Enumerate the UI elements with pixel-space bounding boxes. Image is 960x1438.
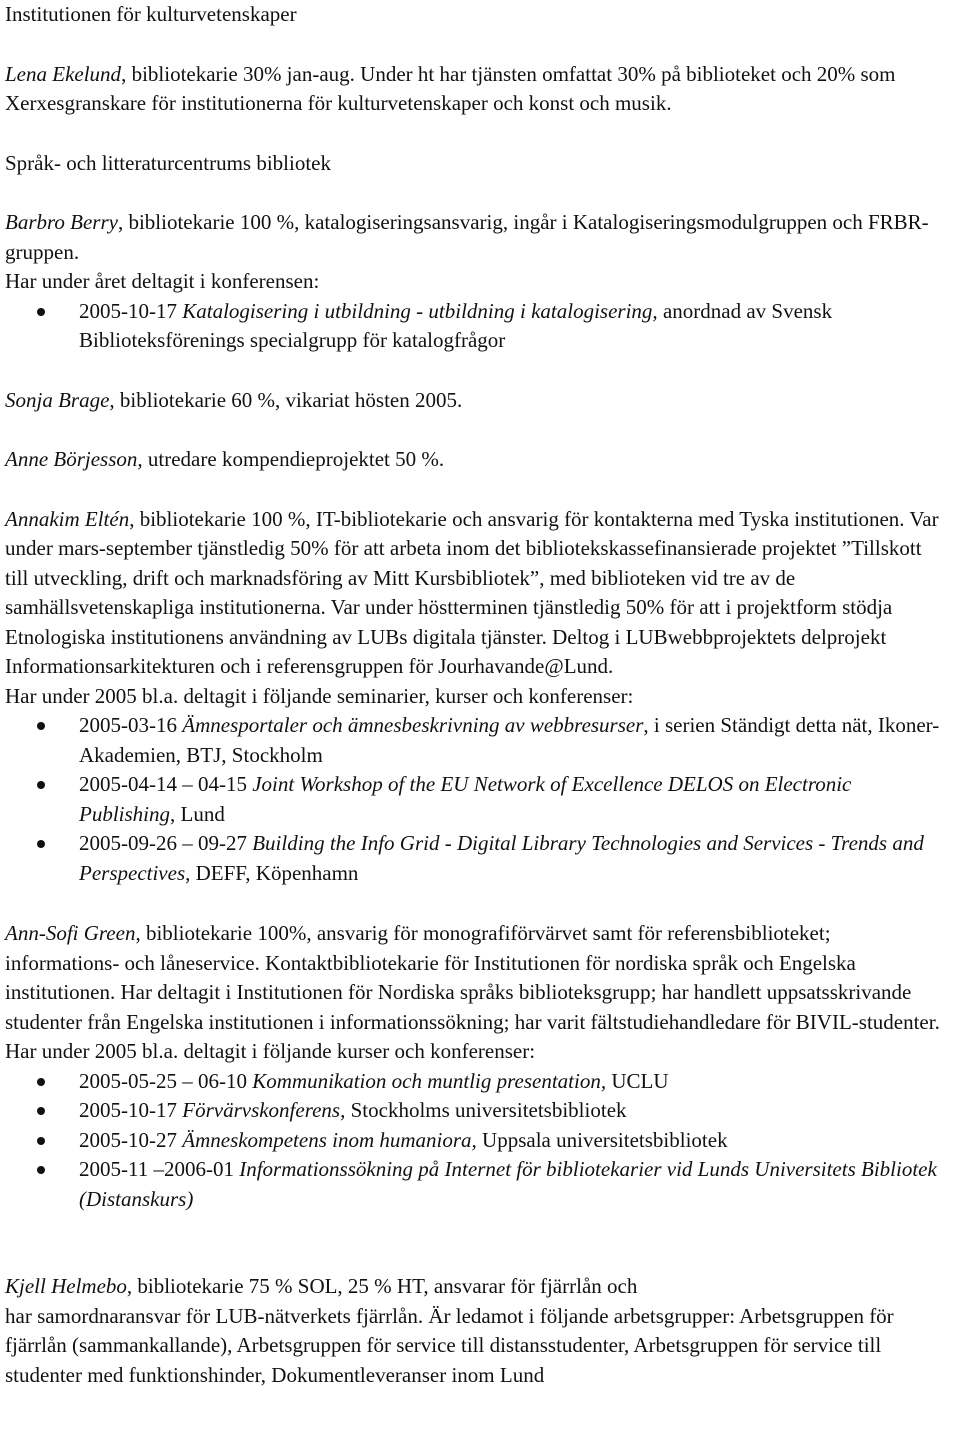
event-date: 2005-11 –2006-01 xyxy=(79,1157,240,1181)
event-date: 2005-05-25 – 06-10 xyxy=(79,1068,253,1093)
event-title: Förvärvskonferens, xyxy=(182,1098,346,1122)
event-list xyxy=(5,711,950,888)
staff-name: Lena Ekelund xyxy=(5,61,122,86)
staff-description: bibliotekarie 60 %, vikariat hösten 2005. xyxy=(114,387,463,412)
staff-description: , bibliotekarie 30% jan-aug. Under ht har tjänsten omfattat 30% på biblioteket och 20% som Xerxesgranskare för institutionerna för kulturvetenskaper och konst och musik. xyxy=(5,61,896,115)
event-title: Informationssökning på Internet för bibliotekarier vid Lunds Universitets Bibliotek (Distanskurs) xyxy=(79,1157,937,1211)
staff-name: Annakim Eltén xyxy=(5,506,130,531)
list-item xyxy=(5,1067,950,1097)
conference-intro: Har under året deltagit i konferensen: xyxy=(5,269,320,293)
staff-entry-brage xyxy=(5,386,950,416)
list-item xyxy=(5,1155,950,1214)
event-date: 2005-10-17 xyxy=(79,298,183,323)
events-intro: Har under 2005 bl.a. deltagit i följande seminarier, kurser och konferenser: xyxy=(5,683,634,708)
event-title: Building the Info Grid - Digital Library Technologies and Services - Trends and Perspectives xyxy=(79,831,924,885)
list-item xyxy=(5,1126,950,1156)
staff-name: Ann-Sofi Green xyxy=(5,921,136,945)
event-details: anordnad av Svensk Biblioteksförenings specialgrupp för katalogfrågor xyxy=(79,298,833,352)
staff-description: , bibliotekarie 100 %, katalogiseringsansvarig, ingår i Katalogiseringsmodulgruppen och FRBR-gruppen. xyxy=(5,210,929,264)
section-heading-kulturvetenskaper: Institutionen för kulturvetenskaper xyxy=(5,2,297,26)
staff-entry-helmebo-continued: har samordnaransvar för LUB-nätverkets fjärrlån. Är ledamot i följande arbetsgrupper: Arbetsgruppen för fjärrlån (sammankallande), Arbetsgruppen för service till distansstudenter, Arbetsgruppen för service till studenter med funktionshinder, Dokumentleveranser inom Lund xyxy=(5,1303,894,1387)
events-intro: Har under 2005 bl.a. deltagit i följande kurser och konferenser: xyxy=(5,1039,536,1063)
staff-description: , bibliotekarie 100%, ansvarig för monografiförvärvet samt för referensbiblioteket; informations- och låneservice. Kontaktbibliotekarie för Institutionen för nordiska språk och Engelska institutionen. Har deltagit i Institutionen för Nordiska språks biblioteksgrupp; har handlett uppsatsskrivande studenter från Engelska institutionen i informationssökning; har varit fältstudiehandledare för BIVIL-studenter. xyxy=(5,921,940,1034)
event-title: Katalogisering i utbildning - utbildning i katalogisering, xyxy=(182,298,658,323)
conference-list xyxy=(5,297,950,356)
list-item xyxy=(5,770,950,829)
staff-entry-borjesson xyxy=(5,445,950,475)
list-item xyxy=(5,1096,950,1126)
staff-name: Sonja Brage, xyxy=(5,387,115,412)
event-details: , i serien Ständigt detta nät, Ikoner-Akademien, BTJ, Stockholm xyxy=(79,713,940,767)
staff-description: utredare kompendieprojektet 50 %. xyxy=(142,447,445,471)
staff-entry-helmebo xyxy=(5,1272,950,1302)
list-item xyxy=(5,829,950,888)
section-heading-sol-library: Språk- och litteraturcentrums bibliotek xyxy=(5,150,331,175)
event-details: Uppsala universitetsbibliotek xyxy=(476,1127,728,1152)
event-details: , DEFF, Köpenhamn xyxy=(185,860,359,885)
staff-entry-ekelund xyxy=(5,60,950,119)
staff-name: Kjell Helmebo xyxy=(5,1274,127,1298)
event-date: 2005-10-17 xyxy=(79,1098,183,1122)
staff-entry-green xyxy=(5,919,950,1037)
staff-entry-berry xyxy=(5,208,950,267)
event-title: Ämneskompetens inom humaniora, xyxy=(182,1127,477,1152)
staff-entry-elten xyxy=(5,505,950,682)
event-list xyxy=(5,1067,950,1215)
event-date: 2005-03-16 xyxy=(79,713,183,737)
staff-name: Anne Börjesson, xyxy=(5,447,143,471)
event-title: Ämnesportaler och ämnesbeskrivning av webbresurser xyxy=(182,713,644,737)
staff-description: , bibliotekarie 75 % SOL, 25 % HT, ansvarar för fjärrlån och xyxy=(126,1274,638,1298)
list-item xyxy=(5,711,950,770)
event-date: 2005-04-14 – 04-15 xyxy=(79,772,253,796)
event-title: Joint Workshop of the EU Network of Excellence DELOS on Electronic Publishing xyxy=(79,772,852,826)
event-date: 2005-09-26 – 09-27 xyxy=(79,831,253,855)
staff-description: , bibliotekarie 100 %, IT-bibliotekarie och ansvarig för kontakterna med Tyska institutionen. Var under mars-september tjänstledig 50% för att arbeta inom det bibliotekskassefinansierade projektet ”Tillskott till utveckling, drift och marknadsföring av Mitt Kursbibliotek”, med biblioteken vid tre av de samhällsvetenskapliga institutionerna. Var under höstterminen tjänstledig 50% för att i projektform stödja Etnologiska institutionens användning av LUBs digitala tjänster. Deltog i LUBwebbprojektets delprojekt Informationsarkitekturen och i referensgruppen för Jourhavande@Lund. xyxy=(5,506,939,678)
event-details: Stockholms universitetsbibliotek xyxy=(345,1098,627,1122)
event-date: 2005-10-27 xyxy=(79,1127,183,1152)
event-details: , Lund xyxy=(170,801,225,826)
event-title: Kommunikation och muntlig presentation, xyxy=(252,1068,607,1093)
event-details: UCLU xyxy=(606,1068,669,1093)
staff-name: Barbro Berry xyxy=(5,210,118,234)
list-item xyxy=(5,297,950,356)
